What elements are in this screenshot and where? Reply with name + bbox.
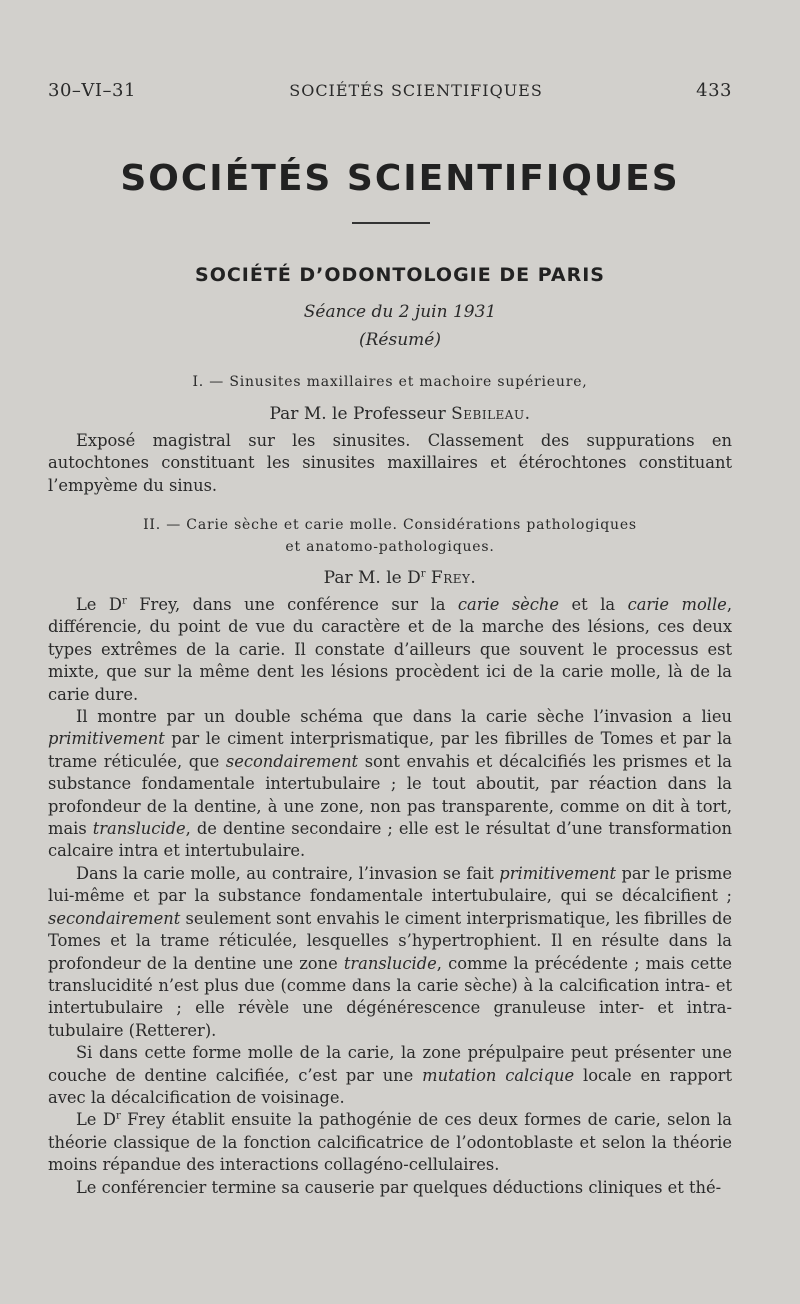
p2-text-c: sont envahis et décalcifiés les prismes et la substance fondamentale intertubulaire ; le tout aboutit, par réaction dans la profondeur de la dentine, à une zone, non pas transparente, comme on dit à tort, mais	[48, 751, 732, 839]
section-2-author-prefix: Par M. le D	[323, 568, 421, 588]
p1-sup: r	[121, 595, 127, 607]
p3-italic-2: secondairement	[48, 908, 181, 928]
section-1-paragraph: Exposé magistral sur les sinusites. Classement des suppurations en autochtones constituant les sinusites maxillaires et étérochtones constituant l’empyème du sinus.	[48, 431, 732, 495]
p4-italic-1: mutation calcique	[422, 1065, 575, 1085]
p1-text-a: Le D	[76, 595, 122, 614]
p3-text-d: , comme la précédente ; mais cette translucidité n’est plus due (comme dans la carie sèche) à la calcification intra- et intertubulaire ; elle révèle une dégénérescence granuleuse inter- et intra-tubulaire (Retterer).	[48, 953, 732, 1040]
paragraph-3	[48, 863, 732, 1042]
p5-text-a: Le D	[76, 1110, 116, 1130]
section-1-author-name: Sebileau.	[451, 404, 531, 424]
page-title: SOCIÉTÉS SCIENTIFIQUES	[120, 158, 680, 199]
page-number: 433	[696, 80, 732, 101]
resume-label: (Résumé)	[359, 330, 441, 350]
header-date: 30–VI–31	[48, 80, 136, 101]
p4-text-a: Si dans cette forme molle de la carie, la zone prépulpaire peut présenter une couche de dentine calcifiée, c’est par une	[48, 1043, 732, 1085]
seance-date: Séance du 2 juin 1931	[303, 302, 497, 322]
section-2-heading-line-2: et anatomo-pathologiques.	[285, 539, 495, 555]
section-1-body	[48, 430, 732, 497]
p3-text-c: seulement sont envahis le ciment interprismatique, les fibrilles de Tomes et la trame réticulée, lesquelles s’hypertrophient. Il en résulte dans la profondeur de la dentine une zone	[48, 908, 732, 973]
p2-text-b: par le ciment interprismatique, par les fibrilles de Tomes et par la trame réticulée, que	[48, 729, 732, 771]
section-1-heading: I. — Sinusites maxillaires et machoire supérieure,	[192, 374, 588, 390]
header-running-title: SOCIÉTÉS SCIENTIFIQUES	[289, 81, 543, 100]
title-divider	[352, 222, 430, 224]
p3-italic-1: primitivement	[499, 863, 617, 883]
p2-text-d: , de dentine secondaire ; elle est le résultat d’une transformation calcaire intra et intertubulaire.	[48, 819, 732, 861]
section-2-heading-line-1: II. — Carie sèche et carie molle. Considérations pathologiques	[143, 517, 637, 533]
section-2-author	[0, 568, 800, 588]
p3-text-b: par le prisme lui-même et par la substance fondamentale intertubulaire, qui se décalcifient ;	[48, 863, 732, 906]
running-header	[48, 80, 732, 101]
section-2-author-sup: r	[420, 568, 426, 580]
p5-sup: r	[115, 1110, 121, 1122]
p5-text-b: Frey établit ensuite la pathogénie de ces deux formes de carie, selon la théorie classique de la fonction calcificatrice de l’odontoblaste et selon la théorie moins répandue des interactions collagéno-cellulaires.	[48, 1110, 733, 1175]
section-2-heading	[48, 514, 732, 558]
section-2-author-name: Frey.	[430, 568, 477, 588]
p3-text-a: Dans la carie molle, au contraire, l’invasion se fait	[76, 863, 500, 883]
paragraph-4	[48, 1042, 732, 1109]
p1-text-b: Frey, dans une conférence sur la	[126, 595, 458, 614]
p1-text-d: , différencie, du point de vue du caractère et de la marche des lésions, ces deux types extrêmes de la carie. Il constate d’ailleurs que souvent le processus est mixte, que sur la même dent les lésions procèdent ici de la carie molle, là de la carie dure.	[48, 595, 733, 704]
p4-text-b: locale en rapport avec la décalcification de voisinage.	[48, 1065, 732, 1107]
paragraph-2	[48, 706, 732, 863]
section-1-author-prefix: Par M. le Professeur	[269, 404, 446, 424]
p2-italic-2: secondairement	[225, 751, 359, 771]
paragraph-1	[48, 594, 732, 706]
p2-text-a: Il montre par un double schéma que dans la carie sèche l’invasion a lieu	[76, 707, 732, 727]
p1-text-c: et la	[559, 595, 628, 614]
p3-italic-3: translucide	[343, 953, 437, 973]
p1-italic-2: carie molle	[627, 595, 727, 614]
society-heading: SOCIÉTÉ D’ODONTOLOGIE DE PARIS	[195, 264, 605, 286]
section-2-body	[48, 594, 732, 1199]
paragraph-6: Le conférencier termine sa causerie par quelques déductions cliniques et thé-	[76, 1177, 722, 1197]
p1-italic-1: carie sèche	[457, 595, 560, 614]
p2-italic-3: translucide	[92, 819, 186, 839]
p2-italic-1: primitivement	[48, 729, 165, 749]
section-1-author	[0, 404, 800, 424]
paragraph-5	[48, 1109, 732, 1176]
